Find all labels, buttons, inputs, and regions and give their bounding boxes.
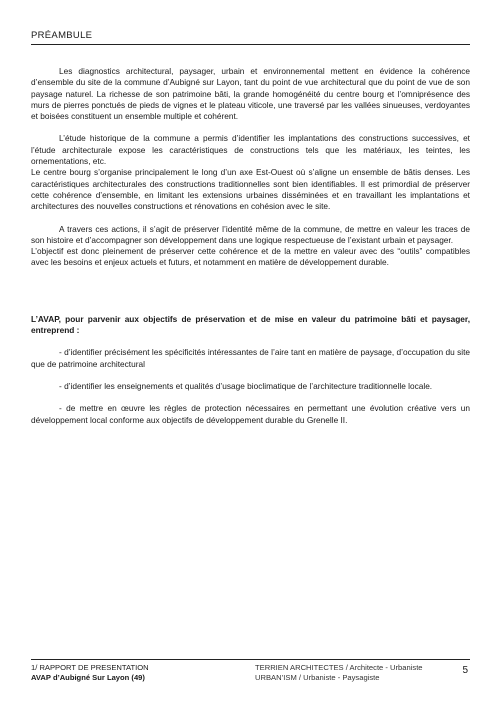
avap-heading: L’AVAP, pour parvenir aux objectifs de préservation et de mise en valeur du patrimoine bâti et paysager, entreprend :: [31, 313, 470, 336]
page-footer: [31, 659, 470, 687]
footer-firm-architect: TERRIEN ARCHITECTES / Architecte - Urbaniste: [255, 663, 423, 672]
footer-report-title: 1/ RAPPORT DE PRESENTATION: [31, 663, 149, 672]
page-number: 5: [462, 665, 468, 676]
footer-firm-urbanist: URBAN’ISM / Urbaniste - Paysagiste: [255, 672, 380, 682]
paragraph-actions: A travers ces actions, il s’agit de préserver l’identité même de la commune, de mettre en valeur les traces de son histoire et d’accompagner son développement dans une logique respectueuse de l’existant urbain et paysager.: [31, 223, 470, 245]
paragraph-town-center: Le centre bourg s’organise principalement le long d’un axe Est-Ouest où s’aligne un ensemble de bâtis denses. Les caractéristiques architecturales des constructions traditionnelles sont bien identifiables. Il est primordial de préserver cette cohérence d’ensemble, en limitant les extensions urbaines disséminées et en travaillant les implantations et architectures des nouvelles constructions et rénovations en cohésion avec le site.: [31, 167, 470, 212]
document-body: [31, 66, 470, 426]
list-item-identify-specificities: - d’identifier précisément les spécificités intéressantes de l’aire tant en matière de paysage, d’occupation du site que de patrimoine architectural: [31, 347, 470, 369]
list-item-identify-lessons: - d’identifier les enseignements et qualités d’usage bioclimatique de l’architecture traditionnelle locale.: [59, 380, 433, 391]
paragraph-diagnostics: Les diagnostics architectural, paysager, urbain et environnemental mettent en évidence la cohérence d’ensemble du site de la commune d’Aubigné sur Layon, tant du point de vue architectural que du point de vue de son paysage naturel. La richesse de son patrimoine bâti, la grande homogénéité du centre bourg et l’omniprésence des murs de pierres ponctués de pieds de vignes et le plateau viticole, une traversé par les vallées sinueuses, verdoyantes et boisées constituent un ensemble multiple et cohérent.: [31, 66, 470, 122]
paragraph-historical-study: L’étude historique de la commune a permis d’identifier les implantations des constructions successives, et l’étude architecturale expose les caractéristiques de constructions tels que les matériaux, les teintes, les ornementations, etc.: [31, 133, 470, 167]
list-item-protection-rules: - de mettre en œuvre les règles de protection nécessaires en permettant une évolution créative vers un développement local conforme aux objectifs de développement durable du Grenelle II.: [31, 403, 470, 425]
footer-project-name: AVAP d’Aubigné Sur Layon (49): [31, 672, 145, 682]
section-title: PRÉAMBULE: [31, 30, 93, 41]
paragraph-objective: L’objectif est donc pleinement de préserver cette cohérence et de la mettre en valeur avec des “outils” compatibles avec les besoins et enjeux actuels et futurs, et notamment en matière de développement durable.: [31, 246, 470, 268]
page-header: [31, 30, 470, 45]
footer-authors: [255, 663, 423, 682]
footer-report-info: [31, 663, 149, 682]
